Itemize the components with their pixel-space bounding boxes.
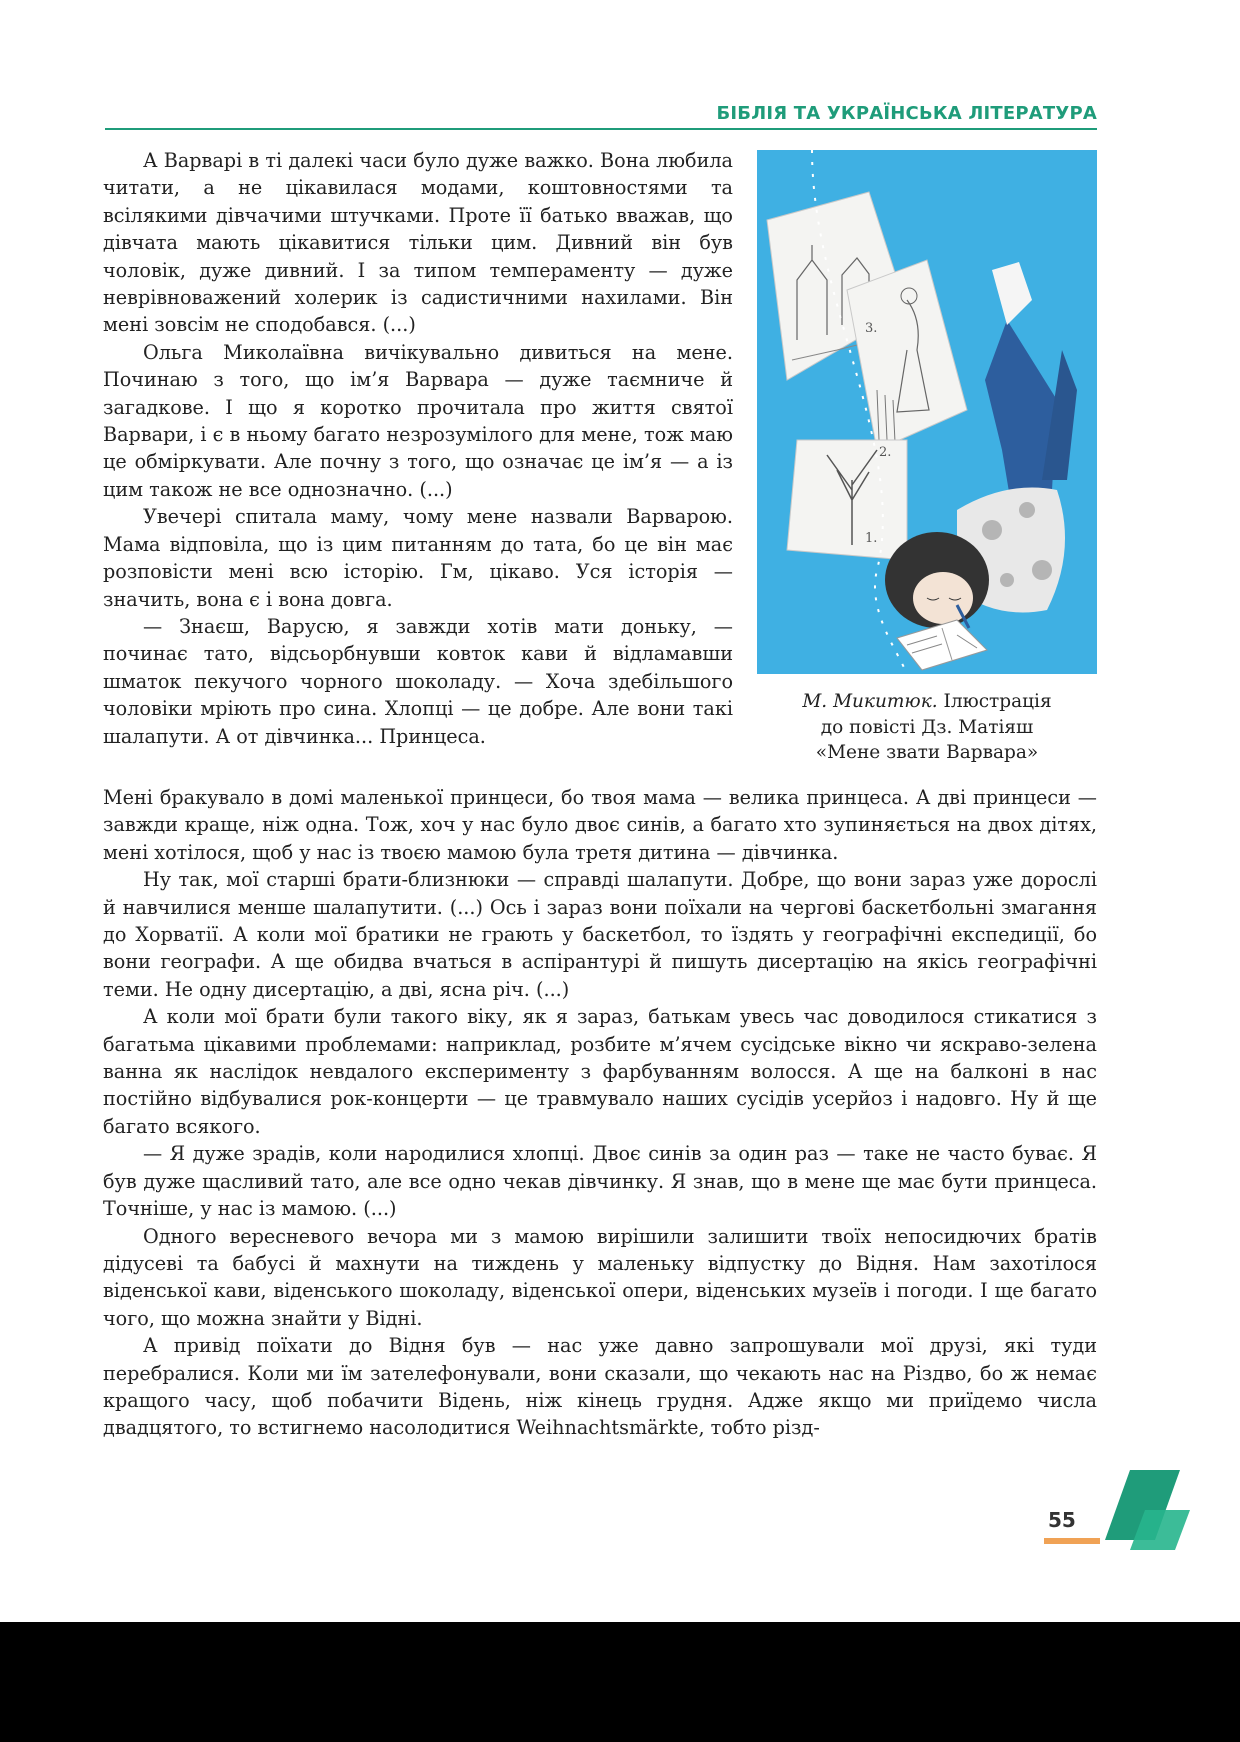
paragraph: Одного вересневого вечора ми з мамою вирішили залишити твоїх непосидючих братів дідусеві та бабусі й махнути на тиждень у маленьку відпустку до Відня. Нам захотілося віденської кави, віденського шоколаду, віденської опери, віденських музеїв і погоди. І ще багато чого, що можна знайти у Відні. bbox=[103, 1224, 1097, 1330]
paragraph: — Знаєш, Варусю, я завжди хотів мати доньку, — починає тато, відсьорбнувши ковток кави й відламавши шматок пекучого чорного шоколаду. — Хоча здебільшого чоловіки мріють про сина. Хлопці — це добре. Але вони такі шалапути. А от дівчинка... Принцеса. bbox=[103, 614, 733, 748]
caption-line-3: «Мене звати Варвара» bbox=[815, 742, 1039, 763]
paragraph: Мені бракувало в домі маленької принцеси, бо твоя мама — велика принцеса. А дві принцеси — завжди краще, ніж одна. Тож, хоч у нас було двоє синів, а багато хто зупиняється на двох дітях, мені хотілося, щоб у нас із твоєю мамою була третя дитина — дівчинка. bbox=[103, 786, 1097, 864]
header-divider bbox=[105, 128, 1097, 130]
note-number-1: 1. bbox=[865, 531, 878, 546]
note-number-3: 3. bbox=[865, 321, 878, 336]
book-illustration bbox=[757, 150, 1097, 674]
paragraph: — Я дуже зрадів, коли народилися хлопці. Двоє синів за один раз — таке не часто буває. Я був дуже щасливий тато, але все одно чекав дівчинку. Я знав, що в мене ще має бути принцеса. Точніше, у нас із мамою. (...) bbox=[103, 1142, 1097, 1221]
caption-line-2: до повісті Дз. Матіяш bbox=[820, 716, 1034, 738]
paragraph: Увечері спитала маму, чому мене назвали Варварою. Мама відповіла, що із цим питанням до тата, бо це він має розповісти мені всю історію. Гм, цікаво. Уся історія — значить, вона є і вона довга. bbox=[103, 505, 733, 611]
paragraph: Ольга Миколаївна вичікувально дивиться на мене. Починаю з того, що ім’я Варвара — дуже таємниче й загадкове. І що я коротко прочитала про життя святої Варвари, і є в ньому багато незрозумілого для мене, тож маю це обміркувати. Але почну з того, що означає це ім’я — а із цим також не все однозначно. (...) bbox=[103, 340, 733, 501]
girl-reading-illustration bbox=[757, 150, 1097, 674]
page-number: 55 bbox=[1048, 1508, 1076, 1532]
paragraph: А Варварі в ті далекі часи було дуже важко. Вона любила читати, а не цікавилася модами, коштовностями та всілякими дівчачими штучками. Проте її батько вважав, що дівчата мають цікавитися тільки цим. Дивний він був чоловік, дуже дивний. І за типом темпераменту — дуже неврівноважений холерик із садистичними нахилами. Він мені зовсім не сподобався. (...) bbox=[103, 149, 733, 337]
caption-author: М. Микитюк. bbox=[802, 691, 938, 712]
page-number-underline bbox=[1044, 1538, 1100, 1544]
paragraph: А коли мої брати були такого віку, як я зараз, батькам увесь час доводилося стикатися з багатьма цікавими проблемами: наприклад, розбите м’ячем сусідське вікно чи яскраво-зелена ванна як наслідок невдалого експерименту з фарбуванням волосся. А ще на балконі в нас постійно відбувалися рок-концерти — це травмувало наших сусідів усерйоз і надовго. Ну й ще багато всякого. bbox=[103, 1005, 1097, 1138]
caption-line-1-rest: Ілюстрація bbox=[937, 691, 1052, 712]
paragraph: Ну так, мої старші брати-близнюки — справді шалапути. Добре, що вони зараз уже дорослі й навчилися менше шалапутити. (...) Ось і зараз вони поїхали на чергові баскетбольні змагання до Хорватії. А коли мої братики не грають у баскетбол, то їздять у географічні експедиції, бо вони географи. А ще обидва вчаться в аспірантурі й пишуть дисертацію на якісь географічні теми. Не одну дисертацію, а дві, ясна річ. (...) bbox=[103, 868, 1097, 1001]
note-number-2: 2. bbox=[879, 445, 892, 460]
girl-head bbox=[885, 532, 989, 628]
section-title: БІБЛІЯ ТА УКРАЇНСЬКА ЛІТЕРАТУРА bbox=[716, 103, 1097, 124]
text-column-top bbox=[103, 147, 733, 750]
illustration-caption bbox=[757, 689, 1097, 766]
text-column-full bbox=[103, 784, 1097, 1442]
bottom-black-bar bbox=[0, 1622, 1240, 1742]
caption-line-1 bbox=[757, 689, 1097, 715]
corner-decoration bbox=[1100, 1470, 1190, 1550]
paragraph: А привід поїхати до Відня був — нас уже давно запрошували мої друзі, які туди перебралися. Коли ми їм зателефонували, вони сказали, що чекають нас на Різдво, бо ж немає кращого часу, щоб побачити Відень, ніж кінець грудня. Адже якщо ми приїдемо числа двадцятого, то встигнемо насолодитися Weihnachtsmärkte, тобто різд- bbox=[103, 1334, 1097, 1440]
